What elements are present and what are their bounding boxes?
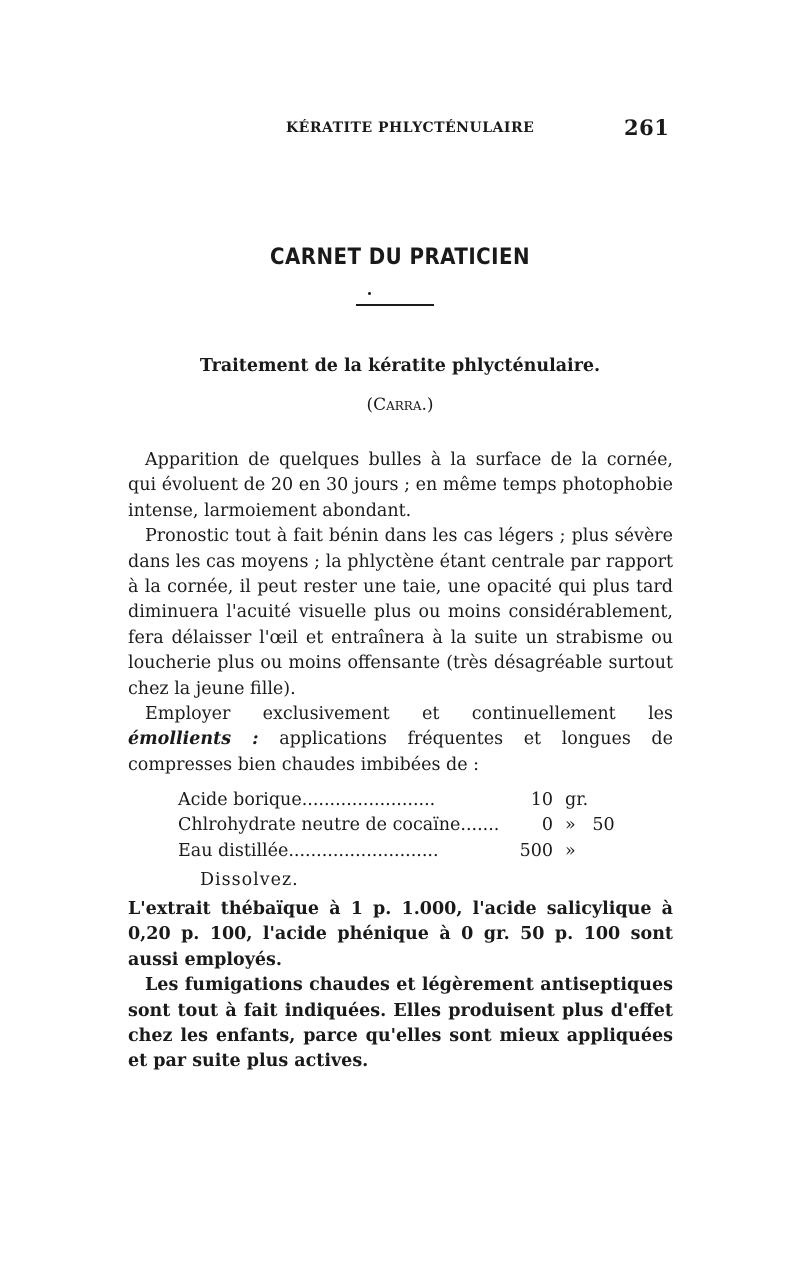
article-author: (Carra.) <box>366 395 434 415</box>
paragraph: Les fumigations chaudes et légèrement antiseptiques sont tout à fait indiquées. Elles produisent plus d'effet chez les enfants, parce qu'elles sont mieux appliquées et par suite plus actives. <box>128 975 673 1072</box>
ingredient-unit: gr. <box>565 790 589 810</box>
ingredient-name: Acide borique........................ <box>178 790 436 810</box>
ingredient-qty: 10 <box>530 790 553 810</box>
divider-rule <box>356 304 434 306</box>
body-block-1 <box>128 448 673 778</box>
paragraph: Apparition de quelques bulles à la surface de la cornée, qui évoluent de 20 en 30 jours ; en même temps photophobie intense, larmoiement abondant. <box>128 450 673 521</box>
employer-after: applications fréquentes et longues de compresses bien chaudes imbibées de : <box>128 729 673 775</box>
paragraph: L'extrait thébaïque à 1 p. 1.000, l'acide salicylique à 0,20 p. 100, l'acide phénique à 0 gr. 50 p. 100 sont aussi employés. <box>128 899 673 970</box>
ingredient-name: Chlrohydrate neutre de cocaïne....... <box>178 815 500 836</box>
ingredient-qty: 0 <box>541 815 553 836</box>
running-title: KÉRATITE PHLYCTÉNULAIRE <box>286 120 535 136</box>
employer-before: Employer exclusivement et continuellement les <box>145 704 673 725</box>
ornament-dot <box>368 292 371 295</box>
paragraph-employer <box>128 702 673 778</box>
emollients-emphasis: émollients : <box>128 729 259 750</box>
recipe-instruction: Dissolvez. <box>200 870 299 890</box>
ingredient-name: Eau distillée........................... <box>178 840 439 861</box>
page-number: 261 <box>624 115 670 140</box>
ingredient-unit: » <box>565 840 576 861</box>
ingredient-qty: 500 <box>519 840 553 861</box>
section-heading: CARNET DU PRATICIEN <box>270 245 530 270</box>
body-block-2 <box>128 897 673 1075</box>
paragraph: Pronostic tout à fait bénin dans les cas légers ; plus sévère dans les cas moyens ; la phlyctène étant centrale par rapport à la cornée, il peut rester une taie, une opacité qui plus tard diminuera l'acuité visuelle plus ou moins considérablement, fera délaisser l'œil et entraînera à la suite un strabisme ou loucherie plus ou moins offensante (très désagréable surtout chez la jeune fille). <box>128 526 673 699</box>
ingredient-unit: » 50 <box>565 815 615 836</box>
article-title: Traitement de la kératite phlycténulaire. <box>199 356 601 376</box>
